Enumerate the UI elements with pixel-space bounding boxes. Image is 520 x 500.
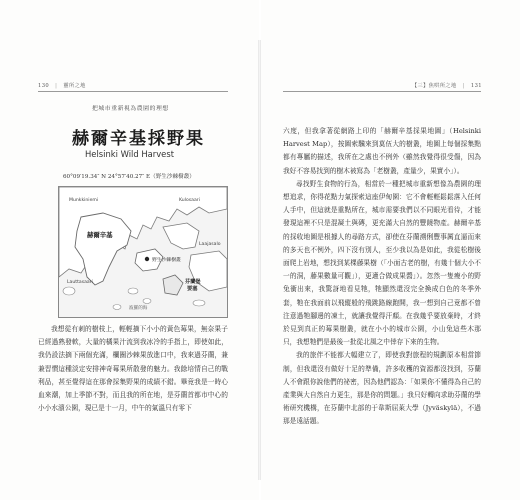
map-label-fortress-line1: 芬蘭堡 bbox=[185, 279, 201, 285]
section-subtitle: 把城市重新視為農園的理想 bbox=[92, 106, 169, 112]
map-label-fortress-line2: 要塞 bbox=[187, 286, 198, 292]
islet-shape bbox=[193, 300, 205, 306]
left-page-number: 130 bbox=[38, 83, 50, 89]
map-label-northwest: Munkkiniemi bbox=[69, 198, 99, 203]
body-paragraph: 我的旅伴不能都大幅建立了，即使我對旅程的規劃原本相當節制，但我還沒有做好十足的準備，許多收穫的資源都沒找到，芬蘭人不會跟你說他們的祕密，因為他們認為：「如果你不懂得為自己的產業與大自然自力更生，那是你的問題。」我只好轉向求助芬蘭的學術研究機構，在芬蘭中北部的于韋斯屈萊大學（Jyväskylä），不過那是遠話題。 bbox=[283, 351, 481, 426]
gps-coordinates: 60°09′19.34″ N 24°57′40.27″ E（野生沙棘樹叢） bbox=[63, 174, 195, 180]
map-drawing bbox=[59, 187, 227, 317]
chapter-title-en: Helsinki Wild Harvest bbox=[85, 149, 174, 159]
right-header-rule bbox=[283, 91, 481, 92]
chapter-title-zh: 赫爾辛基採野果 bbox=[72, 129, 205, 149]
right-running-head: 【三】焦哄所之地 bbox=[411, 83, 457, 89]
islet-shape bbox=[63, 287, 75, 295]
islet-shape bbox=[113, 305, 121, 310]
map-label-sea: 波羅的海 bbox=[129, 306, 148, 311]
right-body-text bbox=[283, 125, 481, 429]
left-page-header: 130 | 靈所之地 bbox=[38, 83, 86, 89]
map-label-city: 赫爾辛基 bbox=[87, 231, 113, 239]
right-page-header: 【三】焦哄所之地 | 131 bbox=[411, 83, 482, 89]
left-page bbox=[0, 0, 259, 500]
body-paragraph: 尋找野生食物的行為，相當於一種把城市重新想像為農園的理想追求，你得花點力氣探索這座伊甸園：它不會輕輕鬆鬆落入任何人手中，但這就是重點所在，城市需要我們以不同眼光看待，才能發現這裡不只是混凝土與磚，更充滿大自然的豐饒物產。赫爾辛基的採收地圖是根據人的尋路方式，卻使在芬蘭溯俐豐事厲直逼而來的多天也不例外，四下沒有別人，至少我以為是如此，我從松樹後面爬上岩地，想找到某棵藤果樹（「小面古老的樹，有幾十個大小不一的洞，藤果數量可觀」），更適合做成果醬」）。忽然一隻瘦小的野兔衝出來，我驚訝地看見牠，牠顯然還沒完全換成白色的冬季外套，牠在我面前以飛縱般的飛跳路線跑開，我一想到自己竟都不曾注意過牠腳邊的凍土，就讓我覺得汗顏。在我幾乎要放棄時，才終於見到真正的莓果樹叢，就在小小的城市公園，小山兔這些木那只，我想牠們是最後一批從北風之中倖存下來的生物。 bbox=[283, 179, 481, 347]
location-map bbox=[58, 186, 228, 318]
map-label-south: Lauttasaari bbox=[67, 280, 93, 285]
islet-shape bbox=[143, 299, 151, 304]
left-running-head: 靈所之地 bbox=[63, 83, 86, 89]
body-paragraph: 六度，但我拿著從網路上印的「赫爾辛基採果地圖」（Helsinki Harvest Map），按圖索驥來到莫伍大的樹叢，地圖上每個採集點都有專屬的描述，我所在之處也不例外（雖然我覺得很受傷，因為我好不容易找到的樹木被寫為「老樹叢，產量少，果實小」）。 bbox=[283, 127, 481, 175]
map-label-northeast: Kulosaari bbox=[179, 198, 200, 203]
map-label-east: Laajasalo bbox=[199, 242, 221, 247]
left-header-rule bbox=[38, 91, 228, 92]
islet-shape bbox=[128, 288, 138, 294]
right-page-number: 131 bbox=[470, 83, 482, 89]
harvest-location-marker bbox=[145, 257, 149, 261]
map-label-marker: 野生沙棘樹叢 bbox=[152, 258, 181, 263]
body-paragraph: 我想從有刺的樹枝上，輕輕摘下小小的黃色莓果，無奈果子已經過熟發軟，大量的橘果汁流到我冰冷的手指上，即使如此，我仍設法摘下兩個充滿，欄圈沙棘果放進口中，我來過芬蘭，兼兼習慣這種淡定安排神奇莓果所散發的魅力。我餘培情自己的戰利品，甚至覺得這在那會採集野果的成績不錯。畢竟我是一時心血來潮，加上季節不對，而且我的所在地，是芬蘭首都市中心的小小水濱公園，現已是十一月，中午的氣溫只有零下 bbox=[38, 325, 228, 413]
left-body-text bbox=[38, 323, 228, 415]
